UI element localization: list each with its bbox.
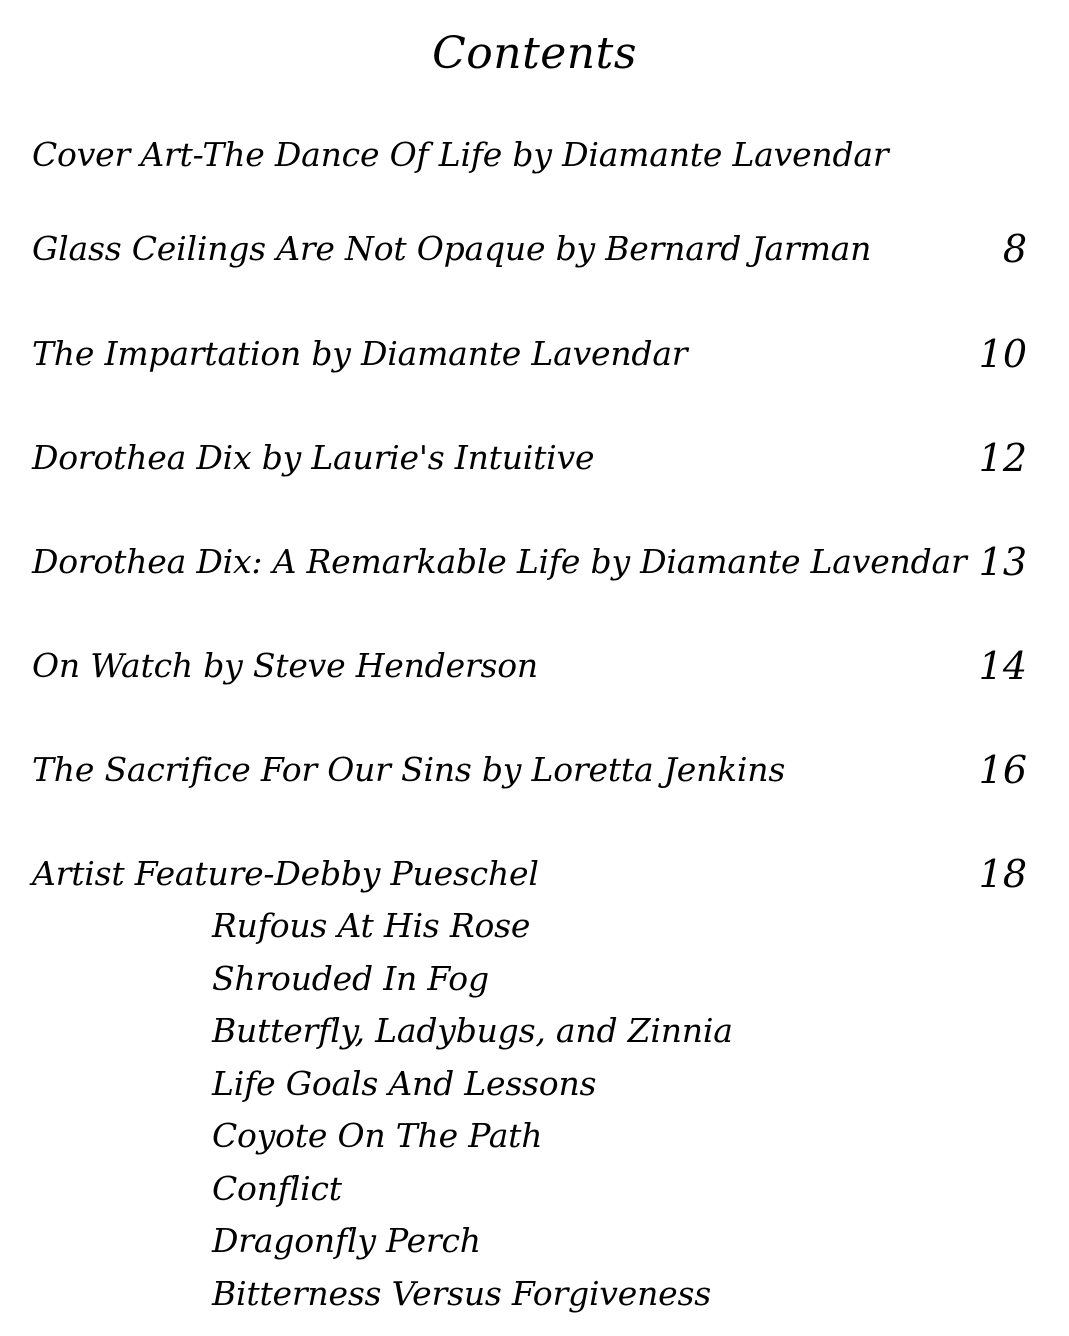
toc-entry-on-watch (0, 641, 1069, 691)
toc-entry-page: 16 (978, 748, 1027, 792)
toc-entry-title: Cover Art-The Dance Of Life by Diamante Lavendar (32, 135, 889, 174)
toc-entry-title: The Impartation by Diamante Lavendar (32, 334, 688, 373)
page-title: Contents (432, 28, 637, 79)
toc-entry-page: 8 (1002, 227, 1027, 271)
toc-entry-title: The Sacrifice For Our Sins by Loretta Jenkins (32, 750, 786, 789)
artwork-title: Shrouded In Fog (212, 958, 489, 998)
toc-entry-page: 10 (978, 332, 1027, 376)
artwork-title: Bitterness Versus Forgiveness (212, 1273, 711, 1313)
artwork-title: Butterfly, Ladybugs, and Zinnia (212, 1011, 733, 1050)
artwork-title: Rufous At His Rose (212, 906, 531, 945)
toc-entry-glass-ceilings (0, 224, 1069, 274)
toc-entry-cover-art (0, 130, 1069, 180)
toc-entry-title: Glass Ceilings Are Not Opaque by Bernard Jarman (32, 229, 872, 268)
toc-entry-remarkable-life (0, 537, 1069, 587)
toc-entry-title: Dorothea Dix by Laurie's Intuitive (32, 438, 595, 477)
toc-entry-page: 14 (978, 644, 1027, 688)
toc-entry-page: 12 (978, 436, 1027, 480)
toc-entry-artist-feature (0, 849, 1069, 899)
toc-entry-page: 18 (978, 852, 1027, 896)
toc-entry-title: Dorothea Dix: A Remarkable Life by Diamante Lavendar (32, 542, 967, 581)
toc-entry-title: Artist Feature-Debby Pueschel (32, 854, 539, 893)
artwork-title: Conflict (212, 1168, 342, 1208)
toc-entry-title: On Watch by Steve Henderson (32, 646, 538, 685)
artwork-title: Life Goals And Lessons (212, 1063, 597, 1103)
toc-entry-impartation (0, 329, 1069, 379)
toc-entry-dorothea-dix (0, 433, 1069, 483)
artwork-title: Coyote On The Path (212, 1116, 543, 1155)
toc-entry-page: 13 (978, 540, 1027, 584)
toc-entry-sacrifice (0, 745, 1069, 795)
artist-feature-works-list (212, 900, 733, 1320)
artwork-title: Dragonfly Perch (212, 1221, 481, 1260)
